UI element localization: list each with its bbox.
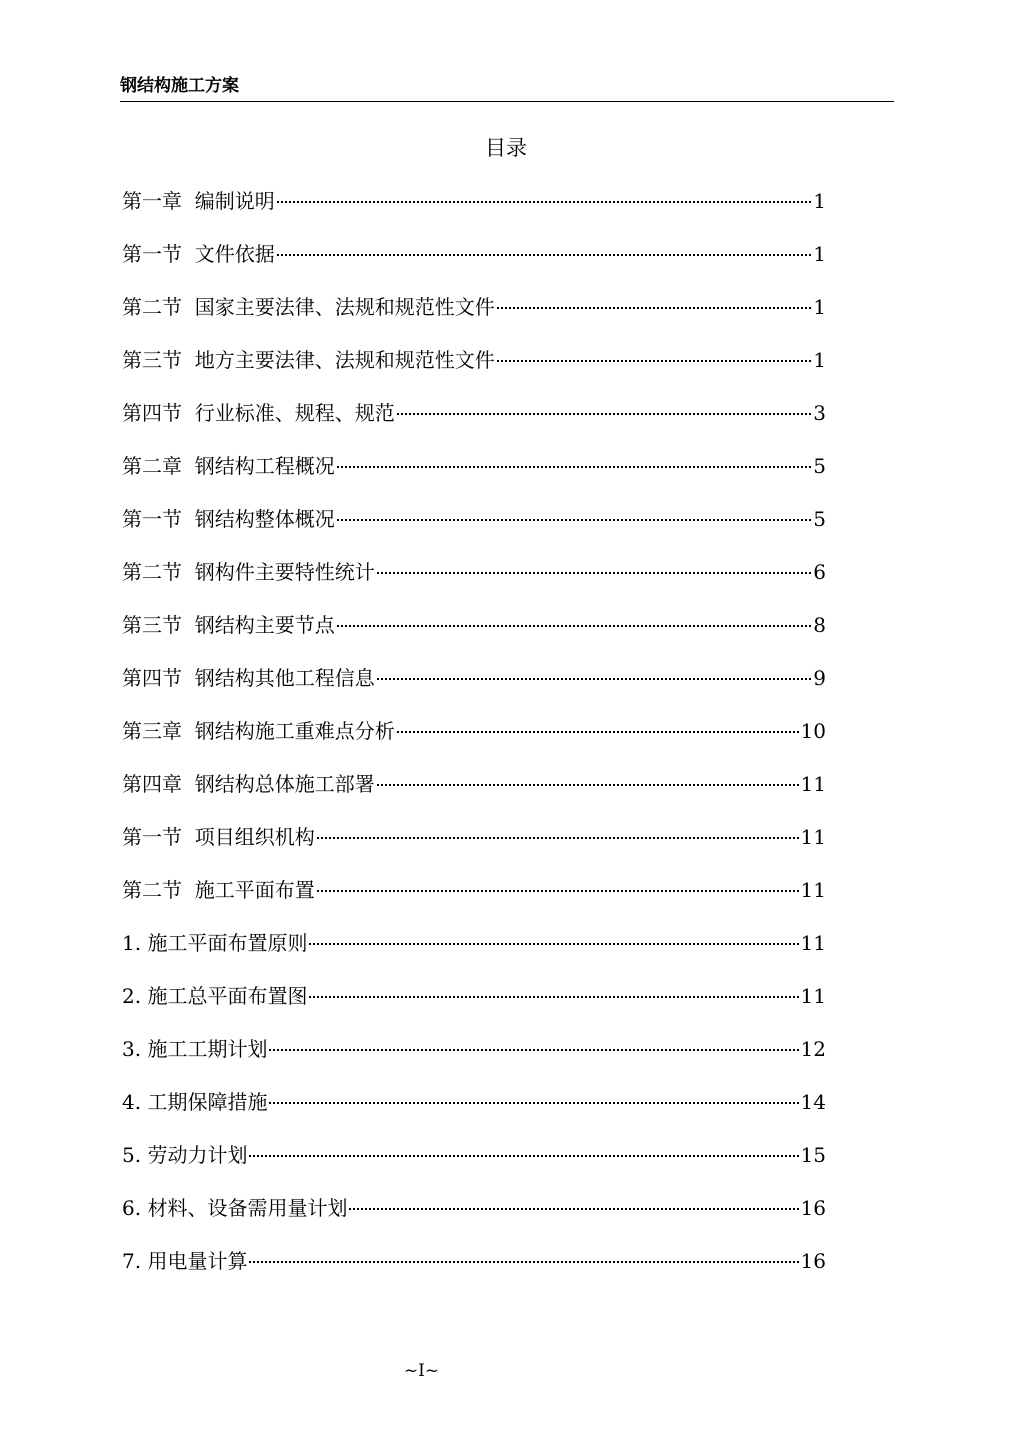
toc-entry-label: 劳动力计划 — [147, 1143, 248, 1167]
toc-entry-number: 第一章 — [122, 189, 195, 213]
toc-entry-number: 第四章 — [122, 772, 195, 796]
document-title: 钢结构施工方案 — [120, 76, 239, 96]
toc-entry[interactable] — [122, 292, 826, 345]
toc-entry-page: 11 — [800, 984, 826, 1008]
toc-entry[interactable] — [122, 451, 826, 504]
toc-entry[interactable] — [122, 928, 826, 981]
toc-entry-page: 16 — [800, 1249, 826, 1273]
toc-dot-leader — [349, 1208, 798, 1210]
toc-entry-page: 11 — [800, 878, 826, 902]
toc-entry-label: 文件依据 — [194, 242, 275, 266]
toc-entry[interactable] — [122, 1087, 826, 1140]
toc-entry-page: 12 — [800, 1037, 826, 1061]
toc-dot-leader — [497, 360, 812, 362]
toc-entry-page: 10 — [800, 719, 826, 743]
toc-entry-page: 16 — [800, 1196, 826, 1220]
toc-entry-number: 5. — [122, 1143, 148, 1167]
toc-entry[interactable] — [122, 557, 826, 610]
toc-entry-label: 施工平面布置 — [194, 878, 315, 902]
toc-entry[interactable] — [122, 186, 826, 239]
toc-entry[interactable] — [122, 345, 826, 398]
toc-dot-leader — [497, 307, 812, 309]
toc-entry-number: 第三节 — [122, 348, 195, 372]
toc-entry-label: 编制说明 — [194, 189, 275, 213]
toc-entry-label: 施工平面布置原则 — [147, 931, 308, 955]
toc-entry-page: 11 — [800, 931, 826, 955]
toc-entry-label: 工期保障措施 — [147, 1090, 268, 1114]
toc-entry-label: 施工工期计划 — [147, 1037, 268, 1061]
toc-entry-number: 第三章 — [122, 719, 195, 743]
toc-dot-leader — [377, 784, 799, 786]
toc-entry[interactable] — [122, 716, 826, 769]
toc-entry-page: 5 — [813, 454, 826, 478]
toc-entry-number: 第一节 — [122, 242, 195, 266]
toc-dot-leader — [377, 572, 812, 574]
toc-entry-label: 国家主要法律、法规和规范性文件 — [194, 295, 495, 319]
toc-entry-number: 第二节 — [122, 878, 195, 902]
toc-dot-leader — [317, 837, 799, 839]
toc-dot-leader — [249, 1261, 798, 1263]
toc-entry[interactable] — [122, 769, 826, 822]
toc-entry-number: 3. — [122, 1037, 148, 1061]
toc-entry-label: 钢结构工程概况 — [194, 454, 335, 478]
toc-entry-page: 1 — [813, 189, 826, 213]
toc-entry-page: 5 — [813, 507, 826, 531]
toc-dot-leader — [397, 413, 812, 415]
toc-entry-number: 第一节 — [122, 507, 195, 531]
toc-entry-page: 1 — [813, 348, 826, 372]
toc-entry-label: 地方主要法律、法规和规范性文件 — [194, 348, 495, 372]
toc-dot-leader — [317, 890, 799, 892]
toc-title: 目录 — [485, 136, 527, 160]
toc-entry-label: 材料、设备需用量计划 — [147, 1196, 348, 1220]
toc-entry[interactable] — [122, 1246, 826, 1299]
toc-entry[interactable] — [122, 504, 826, 557]
toc-entry-number: 4. — [122, 1090, 148, 1114]
toc-dot-leader — [269, 1049, 798, 1051]
toc-dot-leader — [309, 943, 798, 945]
toc-dot-leader — [377, 678, 812, 680]
toc-entry[interactable] — [122, 663, 826, 716]
toc-entry-label: 钢结构主要节点 — [194, 613, 335, 637]
toc-entry-number: 第二节 — [122, 295, 195, 319]
toc-entry-page: 8 — [813, 613, 826, 637]
toc-entry-number: 7. — [122, 1249, 148, 1273]
toc-entry-page: 15 — [800, 1143, 826, 1167]
toc-entry-number: 第四节 — [122, 401, 195, 425]
toc-entry-number: 6. — [122, 1196, 148, 1220]
toc-dot-leader — [397, 731, 799, 733]
toc-entry-page: 3 — [813, 401, 826, 425]
toc-entry-label: 钢构件主要特性统计 — [194, 560, 375, 584]
toc-entry-label: 钢结构施工重难点分析 — [194, 719, 395, 743]
toc-entry[interactable] — [122, 875, 826, 928]
toc-entry-label: 钢结构整体概况 — [194, 507, 335, 531]
toc-entry-number: 第二节 — [122, 560, 195, 584]
toc-entry-page: 1 — [813, 242, 826, 266]
toc-entry-label: 项目组织机构 — [194, 825, 315, 849]
toc-entry-page: 11 — [800, 772, 826, 796]
toc-entry[interactable] — [122, 822, 826, 875]
toc-entry-page: 11 — [800, 825, 826, 849]
toc-entry-number: 第三节 — [122, 613, 195, 637]
toc-entry-page: 1 — [813, 295, 826, 319]
toc-entry-page: 6 — [813, 560, 826, 584]
toc-entry-number: 1. — [122, 931, 148, 955]
toc-dot-leader — [309, 996, 798, 998]
toc-dot-leader — [277, 201, 812, 203]
toc-entry[interactable] — [122, 981, 826, 1034]
toc-dot-leader — [337, 466, 812, 468]
toc-entry-page: 9 — [813, 666, 826, 690]
toc-dot-leader — [269, 1102, 798, 1104]
toc-entry-label: 用电量计算 — [147, 1249, 248, 1273]
toc-entry[interactable] — [122, 1193, 826, 1246]
toc-dot-leader — [249, 1155, 798, 1157]
page-number: ~I~ — [403, 1361, 440, 1381]
toc-entry-label: 行业标准、规程、规范 — [194, 401, 395, 425]
toc-entry[interactable] — [122, 398, 826, 451]
toc-entry[interactable] — [122, 239, 826, 292]
toc-entry-label: 施工总平面布置图 — [147, 984, 308, 1008]
toc-entry-page: 14 — [800, 1090, 826, 1114]
toc-entry-number: 第一节 — [122, 825, 195, 849]
toc-entry[interactable] — [122, 1140, 826, 1193]
table-of-contents — [122, 186, 826, 1299]
toc-dot-leader — [337, 625, 812, 627]
toc-entry-number: 第四节 — [122, 666, 195, 690]
toc-dot-leader — [277, 254, 812, 256]
toc-entry-label: 钢结构其他工程信息 — [194, 666, 375, 690]
toc-entry-number: 2. — [122, 984, 148, 1008]
toc-entry-label: 钢结构总体施工部署 — [194, 772, 375, 796]
toc-entry-number: 第二章 — [122, 454, 195, 478]
toc-entry[interactable] — [122, 1034, 826, 1087]
toc-dot-leader — [337, 519, 812, 521]
toc-entry[interactable] — [122, 610, 826, 663]
page-header — [120, 70, 894, 102]
